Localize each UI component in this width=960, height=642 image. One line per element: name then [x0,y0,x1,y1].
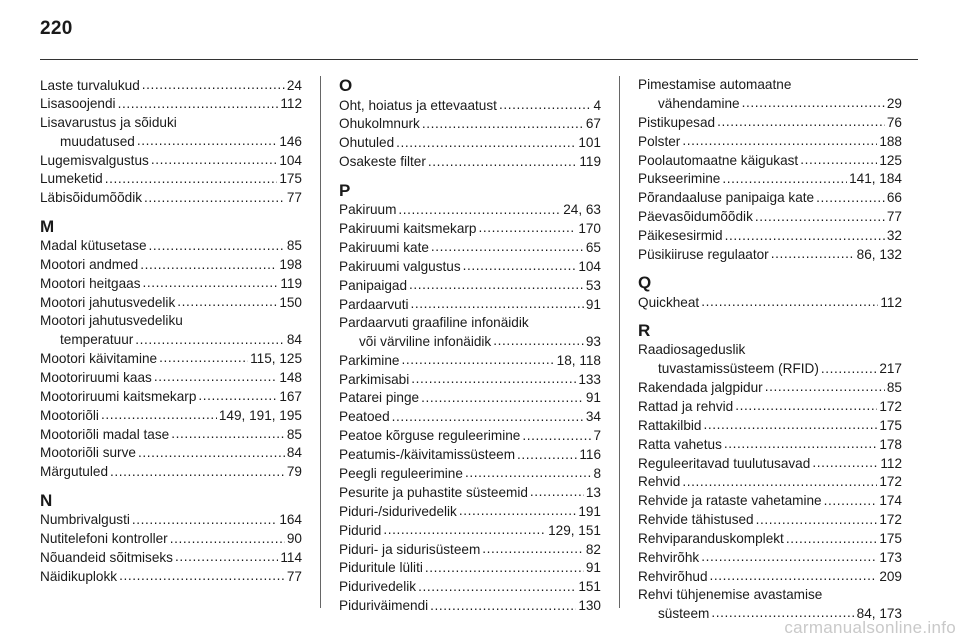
index-entry-term: Rehvide ja rataste vahetamine [638,493,822,509]
dot-leader [105,170,278,184]
dot-leader [703,416,877,430]
dot-leader [771,245,855,259]
dot-leader [824,492,878,506]
index-entry-term: Peatoed [339,409,390,425]
index-entry-pages: 77 [286,190,302,206]
index-entry-term: Patarei pinge [339,390,420,406]
index-entry-pages: 175 [879,531,902,547]
index-entry [638,567,902,586]
index-entry-heading: Lisavarustus ja sõiduki [40,114,177,130]
dot-leader [171,425,285,439]
index-entry [339,257,601,276]
index-entry-pages: 24 [286,77,302,93]
dot-leader [756,511,878,525]
index-entry-pages: 164 [279,512,302,528]
index-entry-pages: 65 [585,239,601,255]
index-entry-pages: 82 [585,541,601,557]
index-entry [638,245,902,264]
index-entry-term: muudatused [60,133,135,149]
dot-leader [493,332,584,346]
dot-leader [786,530,877,544]
index-entry [638,113,902,132]
index-entry-term: Mootoriõli [40,407,99,423]
index-entry-term: Laste turvalukud [40,77,140,93]
index-entry-term: Quickheat [638,294,700,310]
dot-leader [482,540,584,554]
index-entry [40,237,302,256]
index-entry [40,425,302,444]
index-entry [339,115,601,134]
index-letter-heading: O [339,76,353,95]
watermark: carmanualsonline.info [784,618,956,637]
dot-leader [735,397,877,411]
index-entry-pages: 178 [879,436,902,452]
index-entry-pages: 173 [879,550,902,565]
index-entry-pages: 34 [585,409,601,425]
dot-leader [409,276,584,290]
index-entry-term: Peatoe kõrguse reguleerimine [339,428,521,444]
index-entry-pages: 172 [879,474,902,490]
index-entry [638,227,902,246]
index-entry [339,370,601,389]
index-entry-heading: Raadiosageduslik [638,342,746,358]
index-entry-term: Rehvirõhk [638,550,700,565]
index-letter-heading: P [339,180,351,200]
index-entry-term: Peegli reguleerimine [339,466,463,482]
index-entry [339,521,601,540]
index-entry [638,293,902,312]
index-entry-term: vähendamine [658,95,740,111]
index-entry-pages: 119 [579,154,601,170]
index-entry-term: Rehvide tähistused [638,512,754,528]
index-entry [339,597,601,616]
index-entry [638,360,902,379]
index-entry-pages: 101 [578,135,601,151]
dot-leader [418,578,576,592]
index-entry-term: Pakiruum [339,202,397,218]
index-entry [339,238,601,257]
index-entry-term: või värviline infonäidik [359,333,492,349]
index-entry-pages: 8 [593,466,601,482]
index-entry [638,397,902,416]
index-entry [339,502,601,521]
index-entry-pages: 85 [286,426,302,442]
index-entry [40,463,302,482]
index-entry-pages: 84, 173 [856,606,902,622]
index-entry-pages: 24, 63 [563,202,601,218]
index-entry-term: Pistikupesad [638,114,716,130]
dot-leader [401,351,554,365]
dot-leader [422,115,584,129]
index-entry-pages: 133 [578,371,601,387]
index-entry-pages: 172 [879,398,902,414]
index-entry-pages: 175 [879,417,902,433]
dot-leader [132,511,277,525]
dot-leader [118,95,279,109]
dot-leader [119,567,285,581]
index-entry-term: Põrandaaluse panipaiga kate [638,190,815,206]
index-entry [40,444,302,463]
dot-leader [177,293,277,307]
index-entry-pages: 32 [886,228,902,244]
index-entry [40,567,302,586]
dot-leader [101,406,217,420]
index-entry [339,153,601,172]
index-entry-pages: 119 [280,276,302,292]
index-entry-term: Rakendada jalgpidur [638,379,763,395]
index-letter-heading: R [638,321,651,341]
index-entry-term: Läbisõidumõõdik [40,190,143,206]
index-entry-term: Parkimisabi [339,371,410,387]
dot-leader [143,274,279,288]
index-entry-heading: Pimestamise automaatne [638,77,792,92]
index-entry [40,76,302,95]
index-entry-term: Pidurid [339,522,382,538]
index-entry [40,349,302,368]
dot-leader [742,94,885,108]
index-entry-term: Parkimine [339,352,400,368]
index-entry-term: Rattad ja rehvid [638,398,734,414]
dot-leader [722,170,847,184]
index-entry-pages: 172 [879,512,902,528]
dot-leader [682,473,877,487]
dot-leader [821,360,877,374]
index-entry [339,408,601,427]
index-entry-pages: 104 [578,258,601,274]
dot-leader [396,134,576,148]
index-entry [339,332,601,351]
index-entry-pages: 115, 125 [250,350,302,366]
dot-leader [159,349,248,363]
index-entry [638,132,902,151]
index-entry-term: temperatuur [60,332,134,348]
index-entry-pages: 85 [286,238,302,254]
dot-leader [701,293,878,307]
index-entry-term: Rehviparanduskomplekt [638,531,784,547]
index-entry-pages: 141, 184 [849,171,902,187]
index-entry-term: Mootoriõli madal tase [40,426,170,442]
index-entry-term: Reguleeritavad tuulutusavad [638,455,811,471]
index-entry-term: Mootori käivitamine [40,350,158,366]
index-entry-pages: 146 [279,133,302,149]
index-entry [638,378,902,397]
index-entry [638,435,902,454]
index-entry-term: Pidurivedelik [339,579,417,595]
index-entry-pages: 198 [279,257,302,273]
index-entry [339,427,601,446]
index-entry-pages: 125 [879,152,902,168]
dot-leader [383,521,546,535]
dot-leader [411,370,576,384]
index-entry-term: Päikesesirmid [638,228,723,244]
dot-leader [175,548,278,562]
index-entry [638,208,902,227]
index-entry-pages: 167 [279,388,302,404]
index-entry-term: Oht, hoiatus ja ettevaatust [339,97,497,113]
dot-leader [711,604,854,618]
index-entry [339,219,601,238]
index-entry [638,454,902,473]
index-entry-term: Märgutuled [40,464,109,480]
index-entry-heading: Pardaarvuti graafiline infonäidik [339,314,529,330]
index-entry [638,473,902,492]
index-entry-term: Nõuandeid sõitmiseks [40,550,173,565]
index-entry [40,274,302,293]
index-entry [40,151,302,170]
index-entry [40,406,302,425]
index-entry [40,95,302,114]
dot-leader [392,408,584,422]
index-entry [40,256,302,275]
index-entry [339,464,601,483]
index-entry [339,276,601,295]
index-column-1 [40,76,302,586]
index-entry-pages: 116 [579,447,601,463]
index-entry [339,96,601,115]
dot-leader [755,208,885,222]
dot-leader [431,238,584,252]
index-entry-pages: 217 [879,361,902,377]
page-number: 220 [40,18,73,39]
index-entry-pages: 112 [880,455,902,471]
dot-leader [701,548,877,562]
dot-leader [459,502,576,516]
index-entry-term: Mootoriõli surve [40,445,136,461]
index-entry-pages: 149, 191, 195 [218,407,302,423]
index-entry [638,492,902,511]
index-entry-term: Numbrivalgusti [40,512,130,528]
index-entry [638,189,902,208]
index-entry-pages: 150 [279,294,302,310]
dot-leader [816,189,885,203]
index-entry-pages: 151 [578,579,601,595]
index-entry-term: Piduri-/sidurivedelik [339,503,457,519]
index-entry-term: Lisasoojendi [40,96,116,112]
index-entry-term: Rattakilbid [638,417,702,433]
index-entry-term: Ohutuled [339,135,395,151]
index-entry-pages: 104 [279,152,302,168]
index-entry-pages: 79 [286,464,302,480]
index-entry-term: Näidikuplokk [40,568,118,584]
index-entry-term: Rehvirõhud [638,568,708,584]
index-entry-term: Lugemisvalgustus [40,152,149,168]
dot-leader [138,444,285,458]
index-entry [339,389,601,408]
dot-leader [110,463,285,477]
index-entry [339,351,601,370]
index-entry-term: Piduriväimendi [339,598,429,614]
index-entry-pages: 76 [886,114,902,130]
dot-leader [800,151,877,165]
index-entry-pages: 129, 151 [548,522,601,538]
index-entry-term: Mootoriruumi kaitsmekarp [40,388,197,404]
index-entry-term: Nutitelefoni kontroller [40,531,168,547]
index-entry-term: Mootori heitgaas [40,276,141,292]
dot-leader [465,464,592,478]
index-entry [638,548,902,567]
index-entry [40,511,302,530]
index-entry-term: Mootori jahutusvedelik [40,294,176,310]
index-entry [40,331,302,350]
index-entry-term: Rehvid [638,474,681,490]
index-entry [339,134,601,153]
index-entry-term: Poolautomaatne käigukast [638,152,799,168]
index-entry-pages: 130 [578,598,601,614]
dot-leader [149,237,285,251]
dot-leader [724,435,877,449]
index-entry [40,293,302,312]
index-entry-pages: 170 [578,221,601,237]
index-entry [40,368,302,387]
index-entry-pages: 91 [585,390,601,406]
index-entry [339,578,601,597]
index-letter-heading: M [40,216,55,236]
index-entry-term: Pesurite ja puhastite süsteemid [339,484,528,500]
index-entry-term: Osakeste filter [339,154,426,170]
index-entry [339,295,601,314]
index-column-3 [638,76,902,623]
index-entry [638,170,902,189]
index-entry-pages: 84 [286,332,302,348]
dot-leader [430,597,576,611]
index-entry-pages: 77 [286,568,302,584]
index-entry-pages: 18, 118 [556,352,601,368]
dot-leader [812,454,878,468]
index-entry-heading: Rehvi tühjenemise avastamise [638,587,823,603]
dot-leader [499,96,592,110]
index-entry-heading: Mootori jahutusvedeliku [40,313,183,329]
dot-leader [725,227,885,241]
dot-leader [425,559,584,573]
index-entry-term: Peatumis-/käivitamissüsteem [339,447,516,463]
dot-leader [170,530,285,544]
index-entry-term: Ratta vahetus [638,436,722,452]
dot-leader [144,189,285,203]
index-entry-pages: 148 [279,369,302,385]
index-entry-pages: 29 [886,95,902,111]
dot-leader [479,219,577,233]
index-letter-heading: N [40,490,53,510]
dot-leader [517,446,577,460]
index-entry-pages: 66 [886,190,902,206]
index-entry [40,387,302,406]
dot-leader [151,151,278,165]
index-entry-pages: 53 [585,277,601,293]
dot-leader [530,483,584,497]
dot-leader [398,201,561,215]
index-entry-term: tuvastamissüsteem (RFID) [658,361,819,377]
dot-leader [154,368,278,382]
index-entry-pages: 90 [286,531,302,547]
index-entry-term: süsteem [658,606,710,622]
index-entry-term: Ohukolmnurk [339,116,420,132]
index-entry-term: Pakiruumi kate [339,239,429,255]
index-entry-pages: 13 [585,484,601,500]
index-entry-pages: 7 [593,428,601,444]
index-entry [339,540,601,559]
index-entry-term: Pardaarvuti [339,296,409,312]
index-entry-term: Piduritule lüliti [339,560,423,576]
index-entry-term: Pakiruumi valgustus [339,258,461,274]
index-entry-pages: 112 [280,96,302,112]
index-entry [638,530,902,549]
index-entry-pages: 174 [879,493,902,509]
index-entry-pages: 93 [585,333,601,349]
index-entry-pages: 112 [880,294,902,310]
index-entry-term: Püsikiiruse regulaator [638,247,769,263]
index-entry [40,170,302,189]
index-column-2 [339,76,601,616]
header-rule [40,59,918,60]
index-entry-pages: 91 [585,560,601,576]
index-entry [339,201,601,220]
index-entry-pages: 188 [879,133,902,149]
index-entry-term: Panipaigad [339,277,408,293]
index-entry-term: Polster [638,133,681,149]
dot-leader [717,113,885,127]
index-entry-term: Mootoriruumi kaas [40,369,152,385]
index-entry-pages: 77 [886,209,902,225]
dot-leader [428,153,577,167]
index-entry [638,151,902,170]
index-entry [638,94,902,113]
column-divider [619,76,620,608]
index-entry-pages: 84 [286,445,302,461]
index-entry-pages: 67 [585,116,601,132]
index-entry-pages: 114 [280,550,302,565]
index-entry [339,559,601,578]
index-entry-pages: 4 [593,97,601,113]
index-entry [339,483,601,502]
index-entry-pages: 175 [279,171,302,187]
dot-leader [142,76,285,90]
index-entry-term: Pakiruumi kaitsmekarp [339,221,477,237]
dot-leader [710,567,878,581]
index-entry [638,416,902,435]
index-entry [40,530,302,549]
index-letter-heading: Q [638,273,652,293]
index-entry-term: Päevasõidumõõdik [638,209,753,225]
index-entry-pages: 85 [886,379,902,395]
dot-leader [463,257,577,271]
index-entry [40,132,302,151]
index-entry [638,511,902,530]
index-entry-term: Piduri- ja sidurisüsteem [339,541,481,557]
index-entry-term: Mootori andmed [40,257,139,273]
dot-leader [140,256,277,270]
dot-leader [765,378,885,392]
index-entry-pages: 209 [879,568,902,584]
index-entry [339,446,601,465]
index-entry-pages: 191 [578,503,601,519]
dot-leader [421,389,584,403]
dot-leader [522,427,591,441]
index-entry-pages: 86, 132 [856,247,902,263]
dot-leader [137,132,277,146]
dot-leader [682,132,877,146]
index-entry [40,548,302,567]
index-entry [40,189,302,208]
index-entry-pages: 91 [585,296,601,312]
dot-leader [198,387,277,401]
dot-leader [411,295,584,309]
index-entry-term: Madal kütusetase [40,238,147,254]
index-entry-term: Pukseerimine [638,171,721,187]
dot-leader [135,331,285,345]
index-entry-term: Lumeketid [40,171,103,187]
column-divider [320,76,321,608]
